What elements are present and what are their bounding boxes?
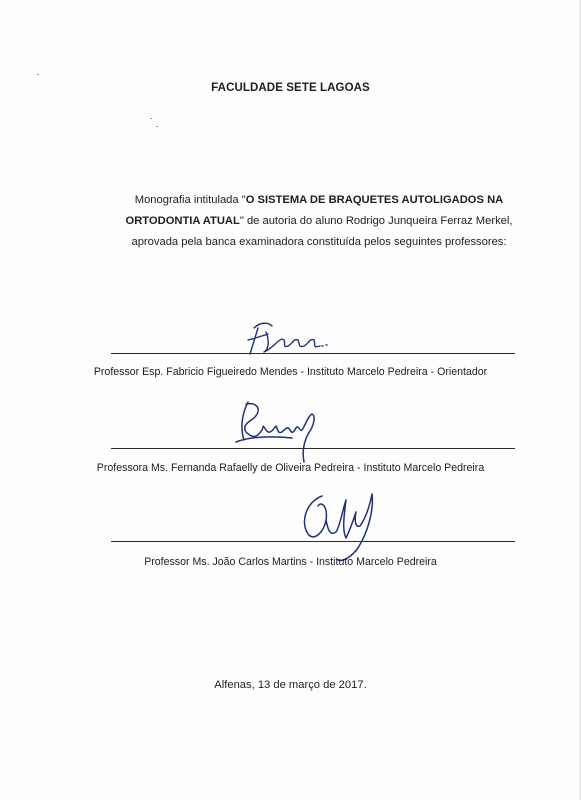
approval-prefix: Monografia intitulada ": [134, 194, 246, 206]
scan-speck: [150, 118, 152, 119]
examiner-caption-1: Professor Esp. Fabricio Figueiredo Mendes - Instituto Marcelo Pedreira - Orientador: [93, 366, 488, 378]
signature-line-2: [111, 448, 515, 449]
scan-speck: [156, 126, 158, 127]
approval-author: " de autoria do aluno Rodrigo Junqueira Ferraz Merkel,: [239, 215, 513, 227]
approval-committee: aprovada pela banca examinadora constituída pelos seguintes professores:: [131, 236, 507, 248]
approval-paragraph: [110, 190, 528, 253]
scan-speck: [37, 74, 39, 75]
monograph-title-line2: ORTODONTIA ATUAL: [125, 215, 240, 227]
examiner-caption-3: Professor Ms. João Carlos Martins - Instituto Marcelo Pedreira: [144, 556, 437, 568]
signature-2: [232, 396, 326, 468]
institution-name: FACULDADE SETE LAGOAS: [211, 82, 370, 94]
place-and-date: Alfenas, 13 de março de 2017.: [214, 679, 367, 691]
signature-3: [292, 482, 388, 564]
signature-line-1: [111, 353, 515, 354]
monograph-title-line1: O SISTEMA DE BRAQUETES AUTOLIGADOS NA: [245, 194, 504, 206]
examiner-caption-2: Professora Ms. Fernanda Rafaelly de Oliveira Pedreira - Instituto Marcelo Pedreira: [96, 462, 485, 474]
signature-line-3: [111, 541, 515, 542]
